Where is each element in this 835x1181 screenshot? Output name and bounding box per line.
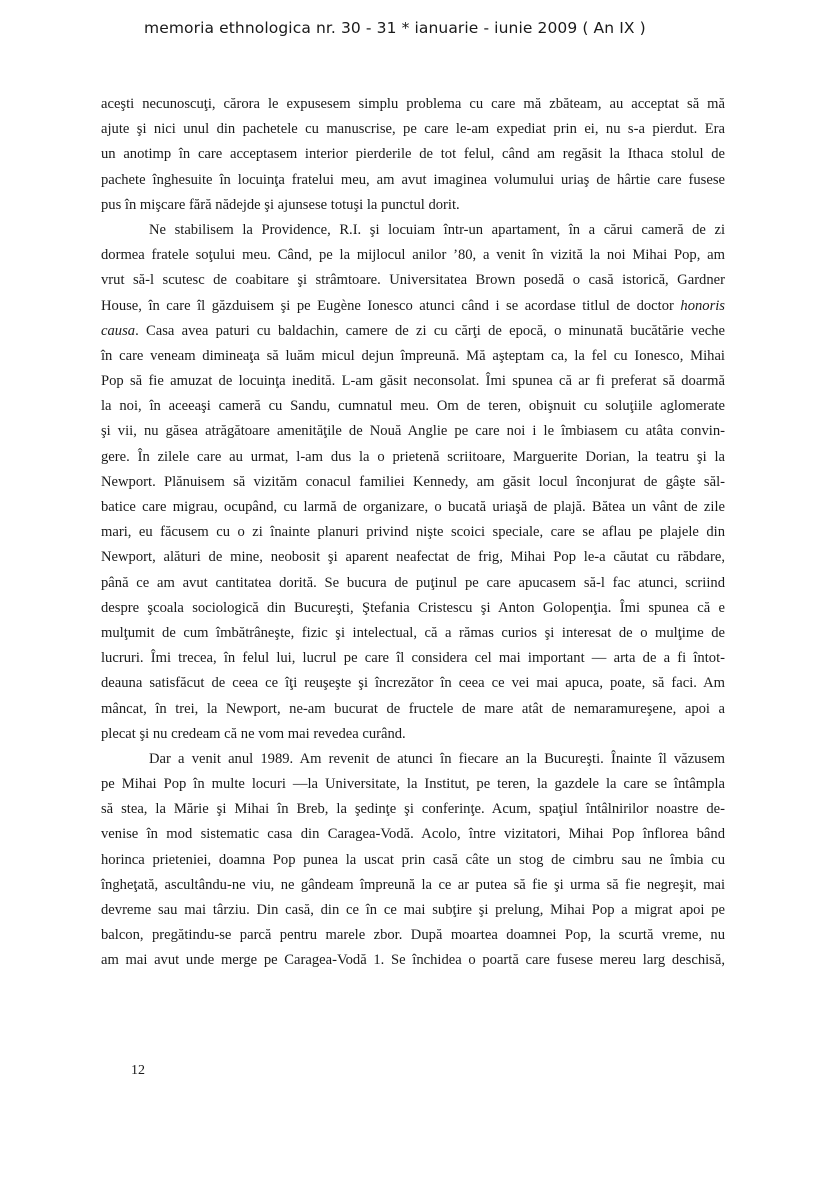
- text-line: plecat şi nu credeam că ne vom mai revedea curând.: [101, 725, 406, 742]
- text-line-with-italic: [101, 294, 725, 319]
- text-line: batice care migrau, ocupând, cu larmă de organizare, o bucată uriaşă de plajă. Bătea un vânt de zile: [101, 499, 725, 515]
- text-line: lucruri. Îmi trecea, în felul lui, lucrul pe care îl considera cel mai important — arta de a fi întot-: [101, 650, 725, 667]
- text-line: aceşti necunoscuţi, cărora le expusesem simplu problema cu care mă zbăteam, au acceptat să mă: [101, 96, 725, 112]
- text-line: am mai avut unde merge pe Caragea-Vodă 1. Se închidea o poartă care fusese mereu larg deschisă,: [101, 952, 725, 969]
- text-line: ajute şi nici unul din pachetele cu manuscrise, pe care le-am expediat prin ei, nu s-a pierdut. Era: [101, 121, 725, 138]
- text-line: la noi, în aceeaşi cameră cu Sandu, cumnatul meu. Om de teren, obişnuit cu soluţiile aglomerate: [101, 398, 725, 415]
- article-body: [101, 92, 725, 974]
- text-line-with-italic: [101, 319, 725, 344]
- italic-phrase: honoris: [680, 297, 725, 314]
- text-line: pachete înghesuite în locuinţa fratelui meu, am avut imaginea volumului uriaş de hârtie care fusese: [101, 171, 725, 188]
- text-line: balcon, pregătindu-se parcă pentru marele zbor. După moartea doamnei Pop, la scurtă vreme, nu: [101, 927, 725, 944]
- text-line: horinca prieteniei, doamna Pop punea la uscat prin casă câte un stog de cimbru sau ne îmbia cu: [101, 851, 725, 868]
- text-line: mari, eu făcusem cu o zi înainte planuri privind nişte scoici speciale, care se aflau pe plajele din: [101, 524, 725, 541]
- running-header: memoria ethnologica nr. 30 - 31 * ianuarie - iunie 2009 ( An IX ): [144, 19, 646, 37]
- text-line: pe Mihai Pop în multe locuri —la Universitate, la Institut, pe teren, la gazdele la care se întâmpla: [101, 776, 725, 793]
- text-line: să stea, la Mărie şi Mihai în Breb, la şedinţe şi conferinţe. Acum, spaţiul întâlnirilor noastre de-: [101, 801, 725, 818]
- text-line: gere. În zilele care au urmat, l-am dus la o prietenă scriitoare, Marguerite Dorian, la teatru şi la: [101, 448, 725, 465]
- text-line: mulţumit de cum îmbătrâneşte, fizic şi intelectual, că a rămas curios şi interesat de o mulţime de: [101, 624, 725, 641]
- text-line: deauna satisfăcut de ceea ce îţi reuşeşte şi încrezător în ceea ce vei mai apuca, poate, să faci. Am: [101, 675, 725, 692]
- text-line: devreme sau mai târziu. Din casă, din ce în ce mai subţire şi prelung, Mihai Pop a migrat apoi pe: [101, 902, 725, 918]
- text-line: Newport, alături de mine, neobosit şi aparent neafectat de frig, Mihai Pop le-a căutat cu răbdare,: [101, 549, 725, 566]
- text-line: Dar a venit anul 1989. Am revenit de atunci în fiecare an la Bucureşti. Înainte îl văzusem: [149, 750, 725, 767]
- text-line: un anotimp în care acceptasem interior pierderile de tot felul, când am regăsit la Ithaca stolul de: [101, 146, 725, 163]
- text-line: în care veneam dimineaţa să luăm micul dejun împreună. Mă aşteptam ca, la fel cu Ionesco, Mihai: [101, 347, 725, 364]
- text-line: venise în mod sistematic casa din Caragea-Vodă. Acolo, între vizitatori, Mihai Pop înflorea bând: [101, 826, 725, 843]
- text-line: mâncat, în trei, la Newport, ne-am bucurat de fructele de mare atât de nemaramureşene, apoi a: [101, 700, 725, 717]
- text-line: vrut să-l scutesc de coabitare şi strâmtoare. Universitatea Brown posedă o casă istorică, Gardner: [101, 272, 725, 289]
- text-fragment: House, în care îl găzduisem şi pe Eugène Ionesco atunci când i se acordase titlul de doctor: [101, 297, 681, 314]
- text-line: pus în mişcare fără nădejde şi ajunsese totuşi la punctul dorit.: [101, 196, 460, 213]
- text-line: despre şcoala sociologică din Bucureşti, Ştefania Cristescu şi Anton Golopenţia. Îmi spunea că e: [101, 599, 725, 616]
- italic-phrase: causa: [101, 322, 136, 339]
- text-line: până ce am avut cantitatea dorită. Se bucura de puţinul pe care apucasem să-l fac atunci, scriind: [101, 574, 725, 591]
- text-line: îngheţată, ascultându-ne viu, ne gândeam împreună la ce ar putea să fie şi urma să fie negreşit, mai: [101, 876, 725, 893]
- text-line: Ne stabilisem la Providence, R.I. şi locuiam într-un apartament, în a cărui cameră de zi: [149, 221, 725, 238]
- text-line: dormea fratele soţului meu. Când, pe la mijlocul anilor ’80, a venit în vizită la noi Mihai Pop, am: [101, 247, 725, 264]
- text-line: şi vii, nu găsea atrăgătoare amenităţile de Nouă Anglie pe care noi i le îmbiasem cu atâta convin-: [101, 423, 725, 440]
- text-line: Newport. Plănuisem să vizităm conacul familiei Kennedy, am găsit locul înconjurat de gâşte săl-: [101, 473, 725, 490]
- page-number: 12: [131, 1063, 145, 1078]
- text-fragment: . Casa avea paturi cu baldachin, camere de zi cu cărţi de epocă, o minunată bucătărie veche: [135, 322, 725, 339]
- text-line: Pop să fie amuzat de locuinţa inedită. L-am găsit neconsolat. Îmi spunea că ar fi preferat să doarmă: [101, 373, 725, 390]
